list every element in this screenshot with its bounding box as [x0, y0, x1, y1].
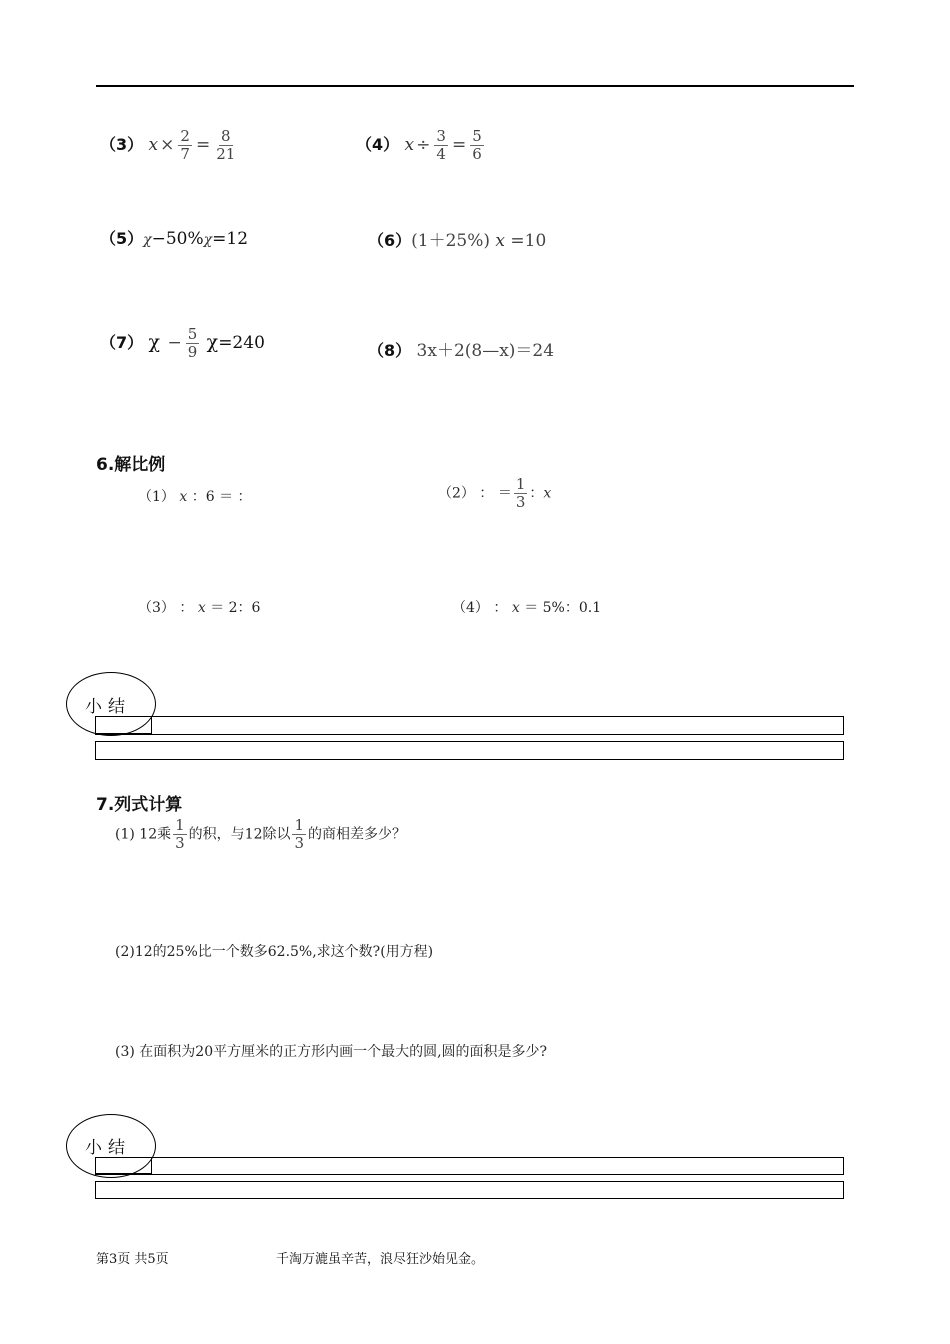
header-rule [96, 85, 854, 87]
variable-chi: χ [203, 232, 213, 248]
minus-sign: − [167, 333, 182, 353]
summary-line-box[interactable] [95, 741, 844, 760]
fraction: $\frac{5}{6}$ [472, 127, 482, 163]
fraction: $\frac{5}{9}$ [187, 325, 198, 361]
summary-tab [95, 716, 152, 734]
fraction: $\frac{8}{21}$ [216, 127, 236, 163]
variable-x: x [197, 600, 206, 616]
variable-x: x [495, 231, 506, 251]
variable-chi: χ [148, 331, 161, 353]
page-number: 第3页 共5页 [96, 1252, 169, 1267]
equation-term: (1＋25%) [411, 231, 491, 251]
summary-line-box[interactable] [95, 1181, 844, 1199]
equals-sign: = [195, 135, 211, 155]
fraction: $\frac{1}{3}$ [515, 475, 526, 511]
question-3: (3) 在面积为20平方厘米的正方形内画一个最大的圆,圆的面积是多少? [115, 1044, 548, 1060]
equation-result: =12 [212, 229, 249, 249]
variable-x: x [179, 489, 188, 505]
operator: × [160, 135, 175, 155]
equation-term: −50% [151, 229, 204, 249]
proportion-1: （1） x ：6 ＝ ： [138, 489, 252, 505]
equation-6 [368, 226, 546, 251]
equation-7 [100, 326, 265, 361]
variable-x: x [148, 135, 159, 155]
summary-label: 小结 [85, 697, 131, 717]
fraction: $\frac{2}{7}$ [180, 127, 190, 163]
equation-4 [356, 128, 486, 163]
summary-line-box[interactable] [95, 716, 844, 735]
question-2: (2)12的25%比一个数多62.5%,求这个数?(用方程) [115, 944, 434, 960]
operator: ÷ [416, 135, 431, 155]
variable-chi: χ [206, 331, 219, 353]
equals-sign: = [451, 135, 467, 155]
proportion-3: （3） ： x ＝ 2：6 [138, 600, 261, 616]
section-7-title: 7.列式计算 [96, 795, 183, 815]
equation-text: 3x＋2(8—x)＝24 [416, 341, 555, 361]
proportion-4: （4） ： x ＝ 5%：0.1 [452, 600, 602, 616]
variable-chi: χ [143, 232, 152, 248]
proportion-2: （2） ： ＝ $\frac{1}{3}$ ：x [438, 475, 552, 511]
equation-number: （6） [368, 231, 412, 250]
equation-number: （8） [368, 341, 412, 360]
variable-x: x [511, 600, 520, 616]
equation-result: =10 [510, 231, 547, 251]
equation-number: （4） [356, 135, 400, 154]
equation-8 [368, 336, 554, 361]
equation-result: =240 [218, 333, 265, 353]
summary-line-box[interactable] [95, 1157, 844, 1175]
equation-3 [100, 128, 239, 163]
equation-number: （7） [100, 333, 144, 352]
fraction: $\frac{1}{3}$ [294, 816, 305, 852]
equation-5 [100, 226, 248, 249]
section-6-title: 6.解比例 [96, 455, 166, 475]
fraction: $\frac{3}{4}$ [436, 127, 446, 163]
variable-x: x [404, 135, 415, 155]
equation-number: （3） [100, 135, 144, 154]
question-1: (1) 12乘 $\frac{1}{3}$ 的积，与12除以 $\frac{1}{3}$ 的商相差多少？ [115, 816, 407, 852]
variable-x: x [543, 485, 552, 502]
summary-tab [95, 1157, 152, 1174]
summary-label: 小结 [85, 1138, 131, 1158]
motto: 千淘万漉虽辛苦，浪尽狂沙始见金。 [276, 1252, 485, 1267]
fraction: $\frac{1}{3}$ [175, 816, 185, 852]
equation-number: （5） [100, 229, 144, 248]
